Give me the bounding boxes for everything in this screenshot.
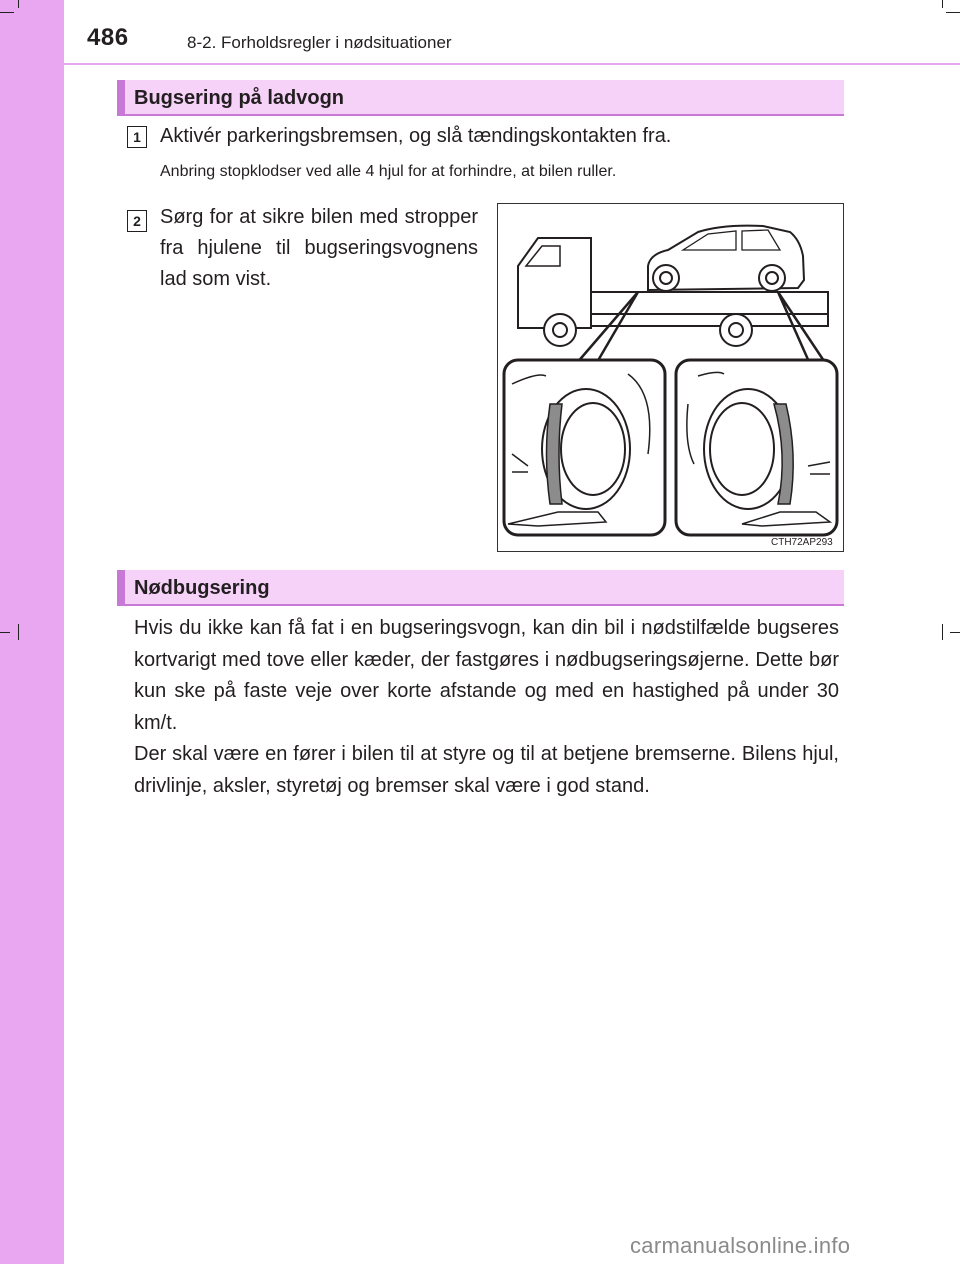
crop-mark (950, 632, 960, 633)
crop-mark (0, 632, 10, 633)
section-title: Bugsering på ladvogn (134, 87, 345, 109)
step-1-text: Aktivér parkeringsbremsen, og slå tændingskontakten fra. (160, 125, 672, 147)
emergency-paragraph-2: Der skal være en fører i bilen til at styre og til at betjene bremserne. Bilens hjul, drivlinje, aksler, styretøj og bremser skal være i god stand. (134, 743, 839, 797)
crop-mark (942, 0, 943, 8)
figure-code: CTH72AP293 (771, 537, 833, 548)
step-number-1: 1 (127, 126, 147, 148)
tow-truck-drawing (498, 204, 843, 551)
header-rule (64, 63, 960, 65)
crop-mark (18, 0, 19, 8)
section-title: Nødbugsering (134, 577, 270, 599)
chapter-title: 8-2. Forholdsregler i nødsituationer (187, 33, 452, 52)
section-heading-flatbed (117, 80, 844, 116)
tow-truck-illustration (497, 203, 844, 552)
step-2-text: Sørg for at sikre bilen med stropper fra hjulene til bugseringsvognens lad som vist. (160, 206, 478, 290)
section-accent (117, 80, 125, 114)
step-1-note: Anbring stopklodser ved alle 4 hjul for at forhindre, at bilen ruller. (160, 163, 617, 180)
crop-mark (942, 624, 943, 640)
page-number: 486 (87, 24, 129, 51)
watermark: carmanualsonline.info (630, 1233, 851, 1258)
crop-mark (0, 12, 14, 13)
crop-mark (18, 624, 19, 640)
step-number-2: 2 (127, 210, 147, 232)
section-accent (117, 570, 125, 604)
emergency-paragraph-1: Hvis du ikke kan få fat i en bugseringsvogn, kan din bil i nødstilfælde bugseres kortvarigt med tove eller kæder, der fastgøres i nødbugseringsøjerne. Dette bør kun ske på faste veje over korte afstande og med en hastighed på under 30 km/t. (134, 617, 839, 734)
crop-mark (946, 12, 960, 13)
section-heading-emergency (117, 570, 844, 606)
